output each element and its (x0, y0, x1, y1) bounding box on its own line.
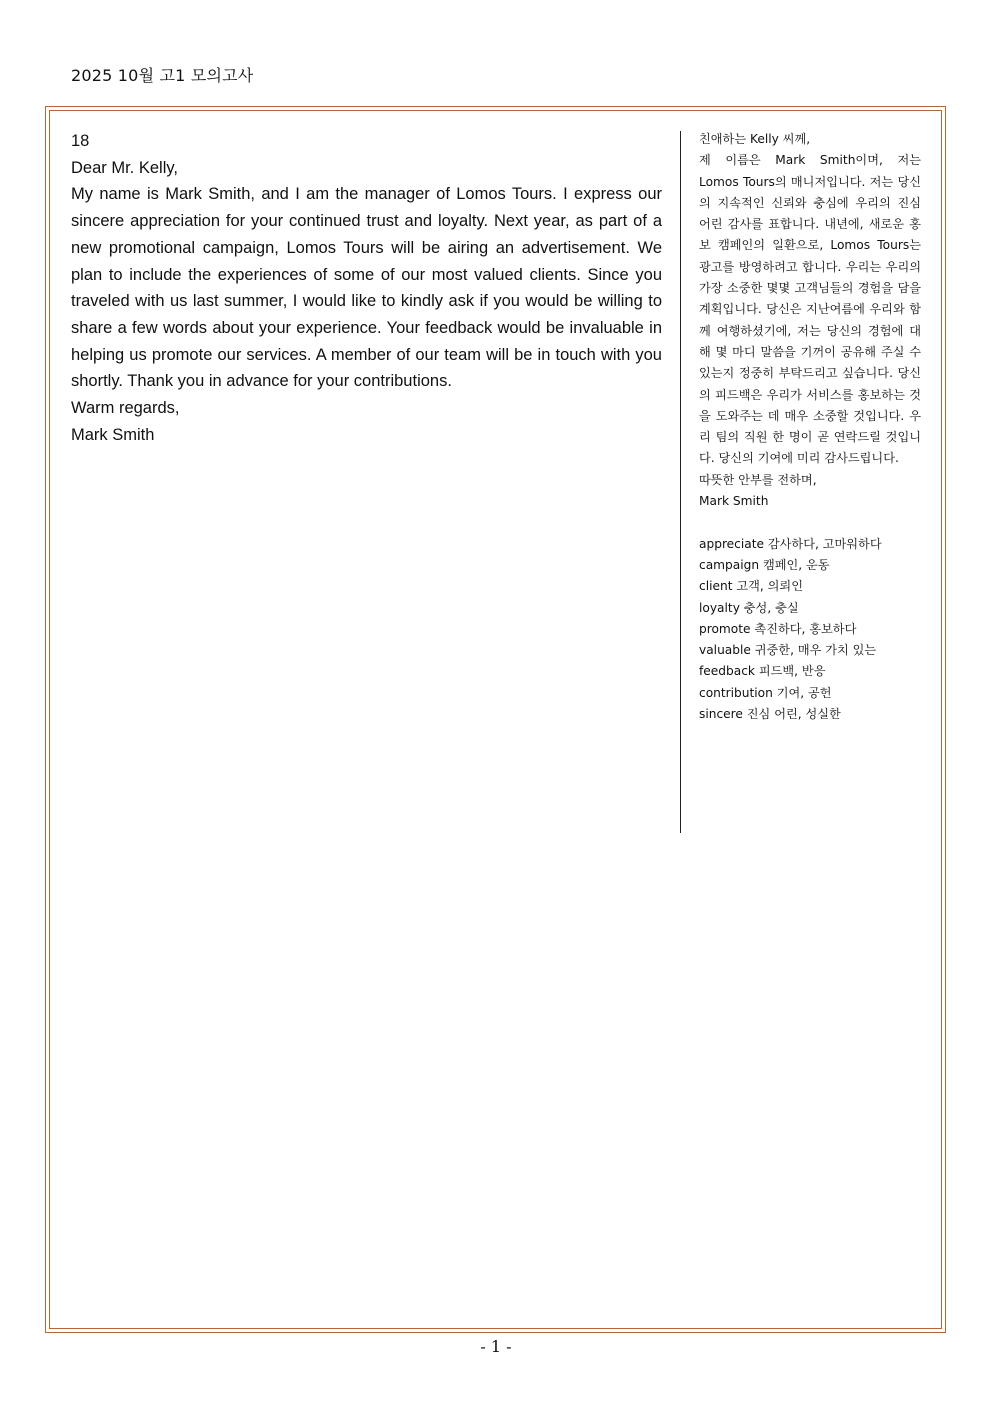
translation-closing: 따뜻한 안부를 전하며, (699, 472, 817, 487)
page-number: - 1 - (480, 1337, 512, 1356)
letter-body: My name is Mark Smith, and I am the manager of Lomos Tours. I express our sincere appreciation for your continued trust and loyalty. Next year, as part of a new promotional campaign, Lomos Tours will be airing an advertisement. We plan to include the experiences of some of our most valued clients. Since you traveled with us last summer, I would like to kindly ask if you would be willing to share a few words about your experience. Your feedback would be invaluable in helping us promote our services. A member of our team will be in touch with you shortly. Thank you in advance for your contributions. (71, 185, 662, 391)
vocabulary-item: appreciate 감사하다, 고마워하다 (699, 536, 882, 551)
vocabulary-item: loyalty 충성, 충실 (699, 600, 799, 615)
vocabulary-item: sincere 진심 어린, 성실한 (699, 707, 841, 722)
vocabulary-item: feedback 피드백, 반응 (699, 664, 826, 679)
question-passage (71, 128, 662, 448)
letter-greeting: Dear Mr. Kelly, (71, 158, 178, 177)
page-header-title: 2025 10월 고1 모의고사 (71, 66, 254, 85)
vocabulary-item: valuable 귀중한, 매우 가치 있는 (699, 643, 877, 658)
translation-panel (699, 129, 921, 725)
translation-greeting: 친애하는 Kelly 씨께, (699, 132, 811, 146)
vocabulary-item: contribution 기여, 공헌 (699, 685, 832, 700)
vocabulary-item: client 고객, 의뢰인 (699, 579, 803, 594)
vocabulary-item: campaign 캠페인, 운동 (699, 557, 830, 572)
vocabulary-item: promote 촉진하다, 홍보하다 (699, 621, 857, 636)
question-number: 18 (71, 132, 90, 150)
letter-closing: Warm regards, (71, 399, 180, 418)
letter-signature: Mark Smith (71, 425, 155, 444)
vocabulary-list (699, 534, 921, 726)
column-divider (680, 131, 681, 833)
translation-body: 제 이름은 Mark Smith이며, 저는 Lomos Tours의 매니저입니다. 저는 당신의 지속적인 신뢰와 충심에 우리의 진심 어린 감사를 표합니다. 내년에, 새로운 홍보 캠페인의 일환으로, Lomos Tours는 광고를 방영하려고 합니다. 우리는 우리의 가장 소중한 몇몇 고객님들의 경험을 담을 계획입니다. 당신은 지난여름에 우리와 함께 여행하셨기에, 저는 당신의 경험에 대해 몇 마디 말씀을 기꺼이 공유해 주실 수 있는지 정중히 부탁드리고 싶습니다. 당신의 피드백은 우리가 서비스를 홍보하는 것을 도와주는 데 매우 소중할 것입니다. 우리 팀의 직원 한 명이 곧 연락드릴 것입니다. 당신의 기여에 미리 감사드립니다. (699, 153, 921, 466)
translation-signature: Mark Smith (699, 494, 769, 509)
